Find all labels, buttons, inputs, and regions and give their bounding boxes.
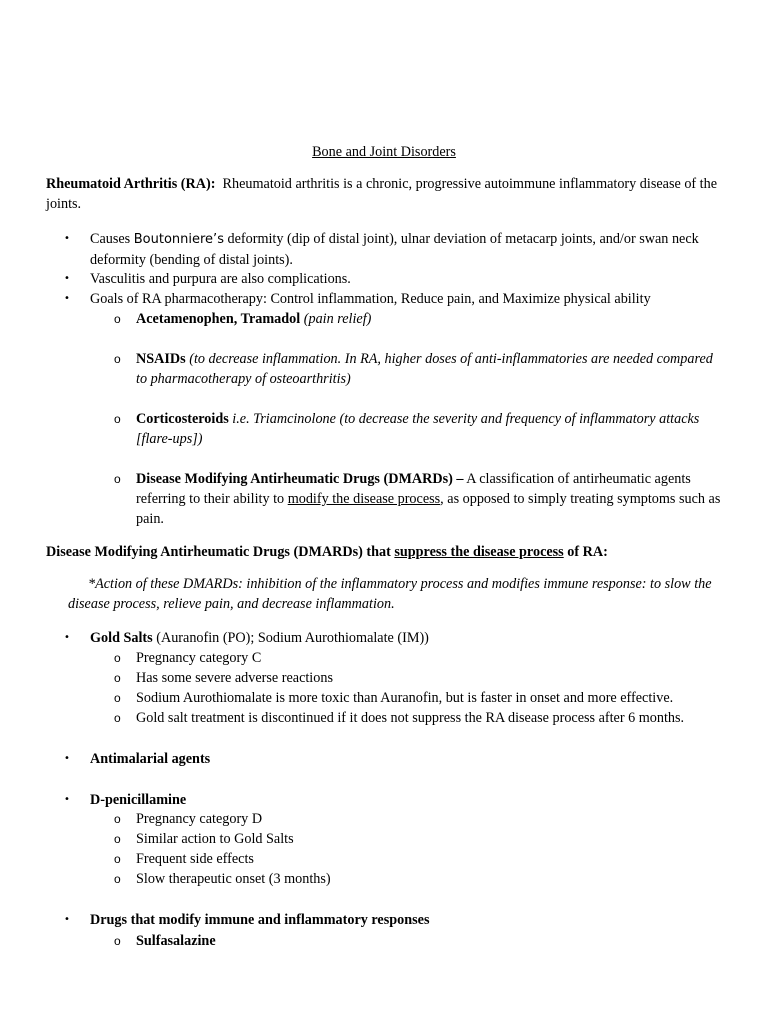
- sub-bullet-icon: o: [114, 312, 121, 326]
- sub-bullet-icon: o: [114, 872, 121, 886]
- page-title: Bone and Joint Disorders: [312, 144, 456, 160]
- bullet-text: Causes Boutonniere’s deformity (dip of distal joint), ulnar deviation of metacarp joints, and/or swan neck deformity (bending of distal joints).: [90, 231, 699, 268]
- bullet-icon: •: [64, 753, 70, 764]
- dmard-action-note: *Action of these DMARDs: inhibition of the inflammatory process and modifies immune response: to slow the disease process, relieve pain, and decrease inflammation.: [68, 576, 712, 612]
- bullet-icon: •: [64, 632, 70, 643]
- underlined-phrase: modify the disease process: [287, 491, 441, 507]
- document-page: Bone and Joint Disorders Rheumatoid Arthritis (RA): Rheumatoid arthritis is a chronic, progressive autoimmune inflammatory disease of the joints. • Causes Boutonniere’s deformity (dip of distal joint), ulnar deviation of metacarp joints, and/or swan neck deformity (bending of distal joints). • Vasculitis and purpura are also complications. • Goals of RA pharmacotherapy: Control inflammation, Reduce pain, and Maximize physical ability o Acetamenophen, Tramadol (pain relief) o NSAIDs (to decrease inflammation. In RA, higher doses of anti-inflammatories are needed compared to pharmacotherapy of osteoarthritis) o Corticosteroids i.e. Triamcinolone (to decrease the severity and frequency of inflammatory attacks [flare-ups]) o Disease Modifying Antirheumatic Drugs (DMARDs) – A classification of antirheumatic agents referring to their ability to modify the disease process, as opposed to simply treating symptoms such as pain. Disease Modifying Antirheumatic Drugs (DMARDs) that suppress the disease process of RA: *Action of these DMARDs: inhibition of the inflammatory process and modifies immune response: to slow the disease process, relieve pain, and decrease inflammation. • Gold Salts (Auranofin (PO); Sodium Aurothiomalate (IM)) o Pregnancy category C o Has some severe adverse reactions o Sodium Aurothiomalate is more toxic than Auranofin, but is faster in onset and more effective. o Gold salt treatment is discontinued if it does not suppress the RA disease process after 6 months. • Antimalarial agents • D-penicillamine o Pregnancy category D o Similar action to Gold Salts o Frequent side effects o Slow therapeutic onset (3 months) • Drugs that modify immune and inflammatory responses o Sulfasalazine: [0, 0, 768, 1024]
- bullet-text: Vasculitis and purpura are also complications.: [90, 271, 351, 287]
- ra-intro-paragraph: [46, 174, 736, 214]
- bullet-icon: •: [64, 794, 70, 805]
- sub-bullet-icon: o: [114, 934, 121, 948]
- sub-bullet-icon: o: [114, 711, 121, 725]
- sub-bullet-icon: o: [114, 352, 121, 366]
- bullet-text: Goals of RA pharmacotherapy: Control inflammation, Reduce pain, and Maximize physical ability: [90, 291, 651, 307]
- sub-bullet-icon: o: [114, 472, 121, 486]
- bullet-icon: •: [64, 914, 70, 925]
- sub-bullet-icon: o: [114, 412, 121, 426]
- dmard-heading: Disease Modifying Antirheumatic Drugs (DMARDs) that suppress the disease process of RA:: [46, 544, 608, 560]
- sub-bullet-icon: o: [114, 671, 121, 685]
- boutonniere-term: Boutonniere’s: [133, 232, 224, 247]
- bullet-icon: •: [64, 233, 70, 244]
- ra-heading: Rheumatoid Arthritis (RA):: [46, 176, 216, 192]
- bullet-icon: •: [64, 293, 70, 304]
- sub-bullet-icon: o: [114, 812, 121, 826]
- ra-intro-text: Rheumatoid arthritis is a chronic, progressive autoimmune inflammatory disease of the joints.: [46, 176, 718, 212]
- sub-bullet-icon: o: [114, 832, 121, 846]
- bullet-icon: •: [64, 273, 70, 284]
- sub-bullet-icon: o: [114, 691, 121, 705]
- sub-bullet-icon: o: [114, 852, 121, 866]
- sub-bullet-icon: o: [114, 651, 121, 665]
